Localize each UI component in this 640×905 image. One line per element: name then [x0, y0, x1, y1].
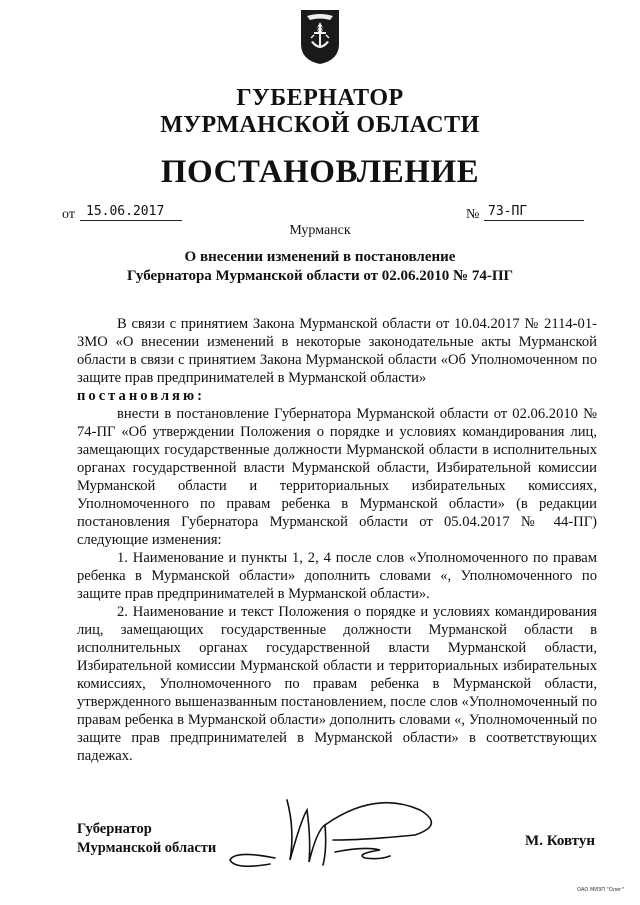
issuer-title-line1: ГУБЕРНАТОР — [236, 85, 404, 111]
signatory-position — [77, 820, 216, 858]
main-paragraph: внести в постановление Губернатора Мурманской области от 02.06.2010 № 74-ПГ «Об утверждении Положения о порядке и условиях командирования лиц, замещающих государственные должности Мурманской области в исполнительных органах государственной власти Мурманской области, Избирательной комиссии Мурманской области и территориальных избирательных комиссиях, Уполномоченного по правам ребенка в Мурманской области» (в редакции постановления Губернатора Мурманской области от 05.04.2017 № 44-ПГ) следующие изменения: — [77, 406, 597, 548]
city: Мурманск — [289, 223, 351, 238]
subject-line2: Губернатора Мурманской области от 02.06.2010 № 74-ПГ — [126, 268, 514, 284]
item-1-paragraph: 1. Наименование и пункты 1, 2, 4 после слов «Уполномоченного по правам ребенка в Мурманской области» дополнить словами «, Уполномоченного по защите прав предпринимателей в Мурманской области». — [77, 550, 597, 602]
position-line1: Губернатор — [77, 821, 152, 837]
date-prefix: от — [62, 207, 75, 222]
document-body — [77, 315, 597, 765]
position-line2: Мурманской области — [77, 840, 217, 856]
intro-paragraph: В связи с принятием Закона Мурманской области от 10.04.2017 № 2114-01-ЗМО «О внесении изменений в некоторые законодательные акты Мурманской области в связи с принятием Закона Мурманской области «Об Уполномоченном по защите прав предпринимателей в Мурманской области» — [77, 316, 597, 386]
signatory-name: М. Ковтун — [525, 833, 595, 849]
document-number: 73-ПГ — [484, 204, 584, 221]
item-2-paragraph: 2. Наименование и текст Положения о порядке и условиях командирования лиц, замещающих государственные должности Мурманской области в исполнительных органах государственной власти Мурманской области, Избирательной комиссии Мурманской области и территориальных избирательных комиссиях, Уполномоченного по правам ребенка в Мурманской области, утвержденного вышеназванным постановлением, после слов «Уполномоченный по правам ребенка в Мурманской области» дополнить словами «, Уполномоченный по защите прав предпринимателей в Мурманской области» в соответствующих падежах. — [77, 604, 597, 764]
decree-word: постановляю: — [77, 388, 205, 404]
number-prefix: № — [466, 207, 480, 222]
document-date: 15.06.2017 — [80, 204, 182, 221]
subject-line1: О внесении изменений в постановление — [184, 249, 456, 265]
handwritten-signature — [215, 780, 445, 880]
printer-mark: ОАО МИЗП "Олег" — [577, 887, 624, 893]
document-subject — [0, 248, 640, 286]
issuer-title-line2: МУРМАНСКОЙ ОБЛАСТИ — [160, 112, 480, 138]
coat-of-arms-icon — [299, 8, 341, 66]
document-type: ПОСТАНОВЛЕНИЕ — [160, 154, 480, 190]
